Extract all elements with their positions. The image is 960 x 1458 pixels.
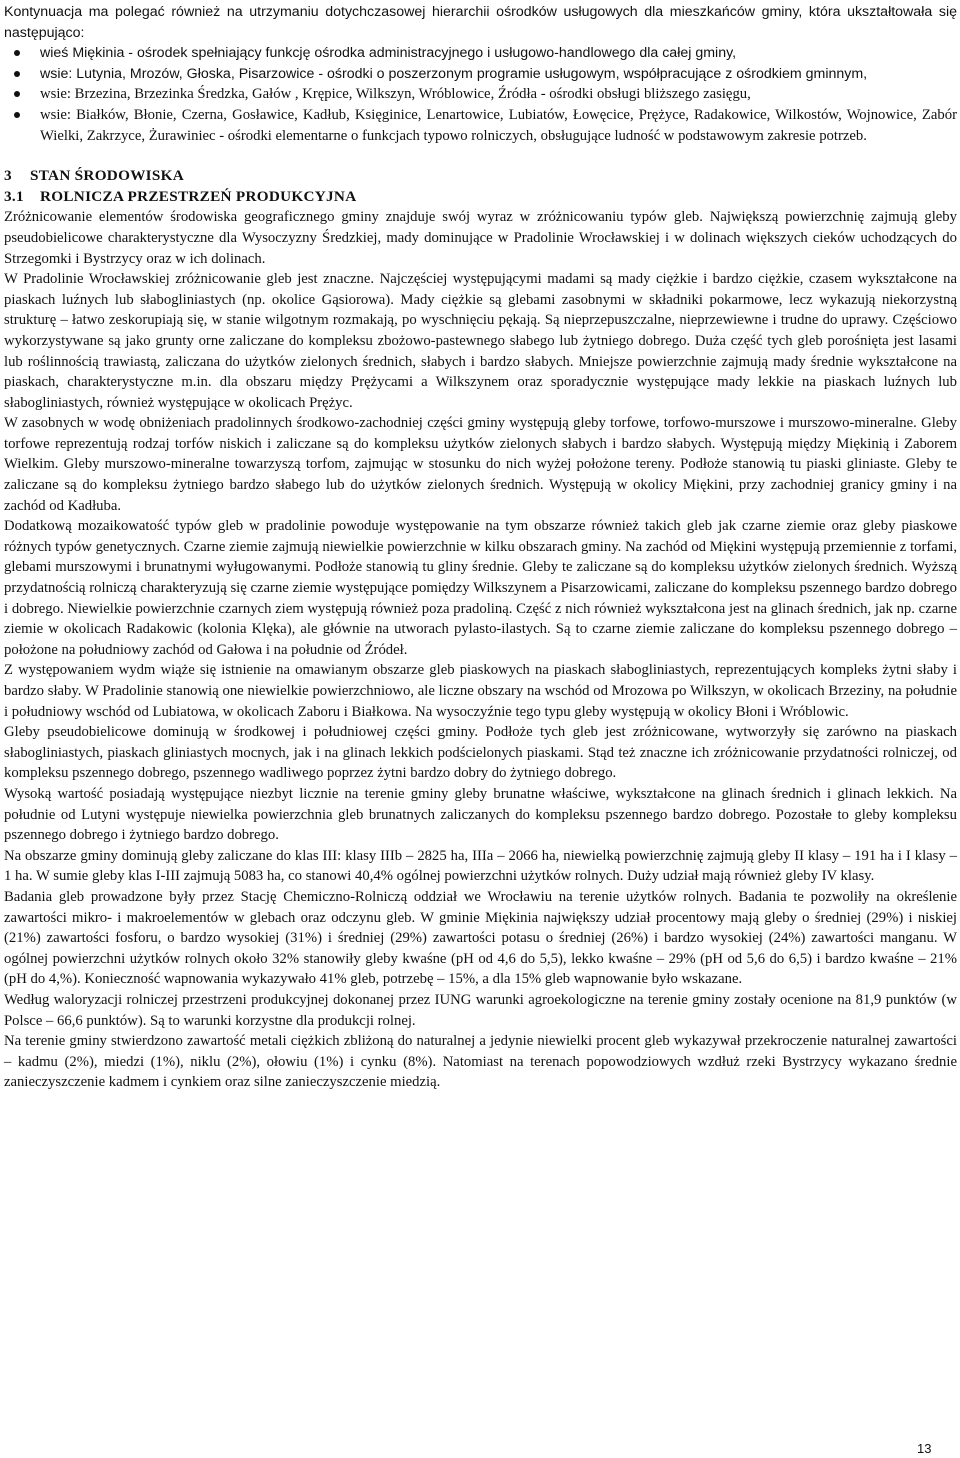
document-page (4, 2, 957, 1093)
list-item-text: wsie: Lutynia, Mrozów, Głoska, Pisarzowice - ośrodki o poszerzonym programie usługowym, współpracujące z ośrodkiem gminnym, (40, 65, 868, 82)
bullet-icon (14, 71, 20, 77)
list-item-text: wsie: Białków, Błonie, Czerna, Gosławice, Kadłub, Księginice, Lenartowice, Lubiatów, Łowęcice, Prężyce, Radakowice, Wilkostów, Wojnowice, Zabór Wielki, Zakrzyce, Żurawiniec - ośrodki elementarne o funkcjach typowo rolniczych, obsługujące ludność w podstawowym zakresie potrzeb. (40, 106, 957, 144)
section-heading (4, 166, 957, 187)
list-item-text: wieś Miękinia - ośrodek spełniający funkcję ośrodka administracyjnego i usługowo-handlowego dla całej gminy, (40, 45, 737, 62)
subsection-number: 3.1 (4, 187, 24, 205)
paragraph-soil-diversity: Zróżnicowanie elementów środowiska geograficznego gminy znajduje swój wyraz w zróżnicowaniu typów gleb. Największą powierzchnię zajmują gleby pseudobielicowe charakterystyczne dla Wysoczyzny Średzkiej, mady dominujące w Pradolinie Wrocławskiej i w dolinach większych cieków uchodzących do Strzegomki i Bystrzycy oraz w ich dolinach. (4, 209, 957, 267)
list-item (4, 84, 957, 105)
bullet-icon (14, 91, 20, 97)
paragraph-soil-research: Badania gleb prowadzone były przez Stację Chemiczno-Rolniczą oddział we Wrocławiu na terenie użytków rolnych. Badania te pozwoliły na określenie zawartości mikro- i makroelementów w glebach oraz odczynu gleb. W gminie Miękinia największy udział procentowy mają gleby o średniej (29%) i niskiej (21%) zawartości fosforu, o bardzo wysokiej (31%) i średniej (29%) zawartości potasu o średniej (26%) i bardzo wysokiej (24%) zawartości manganu. W ogólnej powierzchni użytków rolnych około 32% stanowiły gleby kwaśne (pH od 4,6 do 5,5), lekko kwaśne – 29% (pH od 5,6 do 6,5) i bardzo kwaśne – 21% (pH do 4,%). Konieczność wapnowania wykazywało 41% gleb, potrzebę – 15%, a dla 15% gleb wapnowanie było wskazane. (4, 888, 957, 988)
paragraph-soil-classes: Na obszarze gminy dominują gleby zaliczane do klas III: klasy IIIb – 2825 ha, IIIa – 2066 ha, niewielką powierzchnię zajmują gleby II klasy – 191 ha i I klasy – 1 ha. W sumie gleby klas I-III zajmują 5083 ha, co stanowi 40,4% ogólnej powierzchni użytków rolnych. Duży udział mają również gleby IV klasy. (4, 847, 957, 885)
spacer (4, 146, 957, 166)
list-item (4, 64, 957, 85)
page-number: 13 (917, 1441, 932, 1456)
paragraph-black-earths: Dodatkową mozaikowatość typów gleb w pradolinie powoduje występowanie na tym obszarze również takich gleb jak czarne ziemie oraz gleby piaskowe różnych typów genetycznych. Czarne ziemie zajmują niewielkie powierzchnie w kilku obszarach gminy. Na zachód od Miękini występują przemiennie z torfami, glebami murszowymi i brunatnymi wyługowanymi. Podłoże stanowią tu gliny średnie. Gleby te zaliczane są do kompleksu użytków zielonych średnich. Wyższą przydatnością rolniczą charakteryzują się czarne ziemie występujące pomiędzy Wilkszynem a Pisarzowicami, zaliczane do kompleksu pszennego bardzo dobrego i dobrego. Niewielkie powierzchnie czarnych ziem występują również poza pradoliną. Część z nich również wykształcona jest na glinach średnich, jak np. czarne ziemie w okolicach Radakowic (kolonia Klęka), ale głównie na utworach pylasto-ilastych. Są to czarne ziemie zaliczane do kompleksu pszennego dobrego – położone na południowy zachód od Gałowa i na południe od Źródeł. (4, 518, 957, 658)
paragraph-pseudopodzolic-soils: Gleby pseudobielicowe dominują w środkowej i południowej części gminy. Podłoże tych gleb jest zróżnicowane, wytworzyły się zarówno na piaskach słabogliniastych, piaskach gliniastych mocnych, jak i na glinach lekkich podścielonych piaskami. Stąd też znaczne ich zróżnicowanie przydatności rolniczej, od kompleksu pszennego dobrego, pszennego wadliwego poprzez żytni bardzo dobry do żytniego dobrego. (4, 724, 957, 782)
bullet-icon (14, 50, 20, 56)
paragraph-alluvial-soils: W Pradolinie Wrocławskiej zróżnicowanie gleb jest znaczne. Najczęściej występującymi madami są mady ciężkie i bardzo ciężkie, czasem wykształcone na piaskach luźnych lub słabogliniastych (np. okolice Gąsiorowa). Mady ciężkie są glebami zasobnymi w składniki pokarmowe, lecz wykazują niekorzystną strukturę – łatwo zeskorupiają się, w stanie wilgotnym rozmakają, po wyschnięciu pękają. Są nieprzepuszczalne, nieprzewiewne i trudne do uprawy. Częściowo wykorzystywane są jako grunty orne zaliczane do kompleksu zbożowo-pastewnego słabego lub żytniego dobrego. Duża część tych gleb porośnięta jest lasami lub roślinnością trawiastą, zaliczana do użytków zielonych średnich, słabych i bardzo słabych. Mniejsze powierzchnie zajmują mady średnie wykształcone na piaskach, charakterystyczne m.in. dla obszaru między Prężycami a Wilkszynem oraz sporadycznie występujące mady lekkie na piaskach luźnych lub słabogliniastych, również występujące w okolicach Prężyc. (4, 271, 957, 411)
section-title: STAN ŚRODOWISKA (30, 167, 185, 185)
paragraph-brown-soils: Wysoką wartość posiadają występujące niezbyt licznie na terenie gminy gleby brunatne właściwe, wykształcone na glinach średnich i glinach lekkich. Na południe od Lutyni występuje niewielka powierzchnia gleb brunatnych zaliczanych do kompleksu pszennego bardzo dobrego. Pozostałe to gleby kompleksu pszennego dobrego i żytniego bardzo dobrego. (4, 785, 957, 844)
subsection-title: ROLNICZA PRZESTRZEŃ PRODUKCYJNA (40, 187, 357, 205)
bullet-icon (14, 112, 20, 118)
intro-paragraph: Kontynuacja ma polegać również na utrzymaniu dotychczasowej hierarchii ośrodków usługowych dla mieszkańców gminy, która ukształtowała się następująco: (4, 4, 957, 41)
list-item (4, 105, 957, 146)
paragraph-heavy-metals: Na terenie gminy stwierdzono zawartość metali ciężkich zbliżoną do naturalnej a jedynie niewielki procent gleb wykazywał przekroczenie naturalnej zawartości – kadmu (2%), miedzi (1%), niklu (2%), ołowiu (1%) i cynku (8%). Natomiast na terenach popowodziowych wzdłuż rzeki Bystrzycy wykazano średnie zanieczyszczenie kadmem i cynkiem oraz silne zanieczyszczenie miedzią. (4, 1033, 957, 1091)
list-item (4, 43, 957, 64)
subsection-heading (4, 187, 957, 208)
paragraph-peat-soils: W zasobnych w wodę obniżeniach pradolinnych środkowo-zachodniej części gminy występują gleby torfowe, torfowo-murszowe i murszowo-mineralne. Gleby torfowe reprezentują rodzaj torfów niskich i zaliczane są do kompleksu użytków zielonych słabych i bardzo słabych. Występują między Miękinią i Zaborem Wielkim. Gleby murszowo-mineralne towarzyszą torfom, zajmując w stosunku do nich wyżej położone tereny. Podłoże stanowią tu piaski gliniaste. Gleby te zaliczane są do kompleksu żytniego bardzo słabego lub do użytków zielonych średnich. Występują w okolicy Miękini, przy zachodniej granicy gminy i na zachód od Kadłuba. (4, 415, 957, 514)
section-number: 3 (4, 167, 12, 185)
list-item-text: wsie: Brzezina, Brzezinka Średzka, Gałów , Krępice, Wilkszyn, Wróblowice, Źródła - ośrodki obsługi bliższego zasięgu, (40, 86, 751, 103)
paragraph-sandy-soils: Z występowaniem wydm wiąże się istnienie na omawianym obszarze gleb piaskowych na piaskach słabogliniastych, reprezentujących kompleks żytni słaby i bardzo słaby. W Pradolinie stanowią one niewielkie powierzchniowo, ale liczne obszary na wschód od Mrozowa po Wilkszyn, w okolicach Brzeziny, na południe i południowy wschód od Lubiatowa, w okolicach Zaboru i Białkowa. Na wysoczyźnie tego typu gleby występują w okolicy Błoni i Wróblowic. (4, 662, 957, 720)
bullet-list (4, 43, 957, 146)
paragraph-iung-valuation: Według waloryzacji rolniczej przestrzeni produkcyjnej dokonanej przez IUNG warunki agroekologiczne na terenie gminy zostały ocenione na 81,9 punktów (w Polsce – 66,6 punktów). Są to warunki korzystne dla produkcji rolnej. (4, 991, 957, 1029)
